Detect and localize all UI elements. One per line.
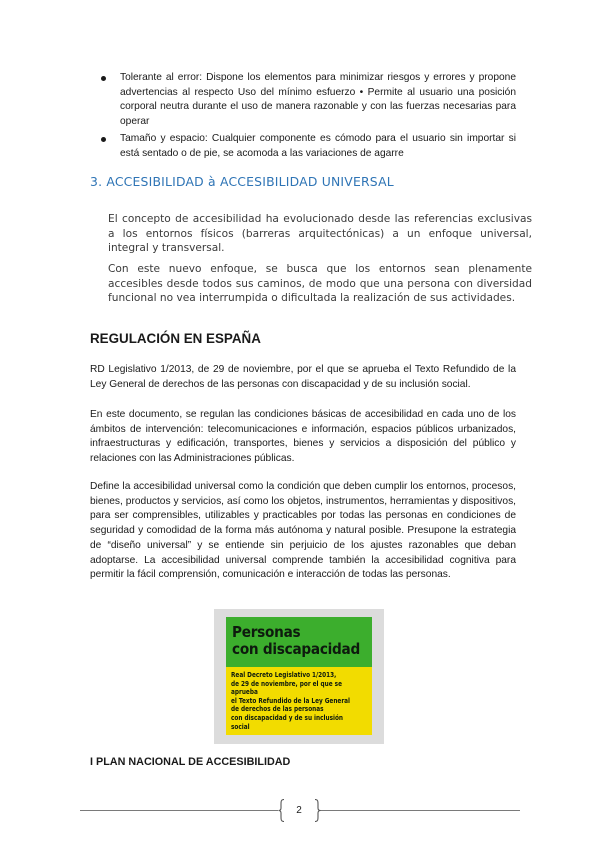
quote-paragraph: El concepto de accesibilidad ha evolucionado desde las referencias exclusivas a los entornos físicos (barreras arquitectónicas) a un enfoque universal, integral y transversal. bbox=[108, 213, 532, 255]
right-brace-icon bbox=[314, 799, 321, 822]
left-brace-icon bbox=[278, 799, 285, 822]
cover-subtitle: Real Decreto Legislativo 1/2013, de 29 de noviembre, por el que se aprueba el Texto Refundido de la Ley General de derechos de las personas con discapacidad y de su inclusión social bbox=[231, 671, 351, 731]
page-number: 2 bbox=[296, 805, 302, 816]
section-heading-regulacion: REGULACIÓN EN ESPAÑA bbox=[90, 331, 261, 346]
list-item-text: Tamaño y espacio: Cualquier componente es cómodo para el usuario sin importar si está sentado o de pie, se acomoda a las variaciones de agarre bbox=[120, 133, 516, 159]
bullet-icon bbox=[101, 76, 106, 81]
footer-divider bbox=[80, 810, 278, 811]
list-item bbox=[88, 132, 516, 161]
body-paragraph: Define la accesibilidad universal como la condición que deben cumplir los entornos, procesos, bienes, productos y servicios, así como los objetos, instrumentos, herramientas y dispositivos, para ser comprensibles, utilizables y practicables por todas las personas en condiciones de seguridad y comodidad de la forma más autónoma y natural posible. Presupone la estrategia de “diseño universal” y se entiende sin perjuicio de los ajustes razonables que deban adoptarse. La accesibilidad universal comprende también la accesibilidad cognitiva para permitir la fácil comprensión, comunicación e interacción de todas las personas. bbox=[90, 481, 516, 581]
footer-divider bbox=[320, 810, 520, 811]
section-heading-plan: I PLAN NACIONAL DE ACCESIBILIDAD bbox=[90, 756, 291, 768]
bullet-list bbox=[88, 71, 516, 165]
body-paragraph: En este documento, se regulan las condiciones básicas de accesibilidad en cada uno de los ámbitos de intervención: telecomunicaciones e información, espacios públicos urbanizados, infraestructuras y edificación, transportes, bienes y servicios a disposición del público y relaciones con las Administraciones públicas. bbox=[90, 409, 516, 465]
bullet-icon bbox=[101, 137, 106, 142]
list-item bbox=[88, 71, 516, 129]
section-heading-accesibilidad: 3. ACCESIBILIDAD à ACCESIBILIDAD UNIVERSAL bbox=[90, 174, 394, 189]
body-paragraph: RD Legislativo 1/2013, de 29 de noviembre, por el que se aprueba el Texto Refundido de la Ley General de derechos de las personas con discapacidad y de su inclusión social. bbox=[90, 364, 516, 390]
list-item-text: Tolerante al error: Dispone los elementos para minimizar riesgos y errores y propone advertencias al respecto Uso del mínimo esfuerzo • Permite al usuario una posición corporal neutra durante el uso de manera razonable y con las fuerzas necesarias para operar bbox=[120, 72, 516, 127]
quote-paragraph: Con este nuevo enfoque, se busca que los entornos sean plenamente accesibles desde todos sus caminos, de modo que una persona con diversidad funcional no vea interrumpida o dificultada la realización de sus actividades. bbox=[108, 263, 532, 305]
cover-title: Personas con discapacidad bbox=[232, 623, 361, 658]
book-cover-image bbox=[214, 609, 384, 744]
